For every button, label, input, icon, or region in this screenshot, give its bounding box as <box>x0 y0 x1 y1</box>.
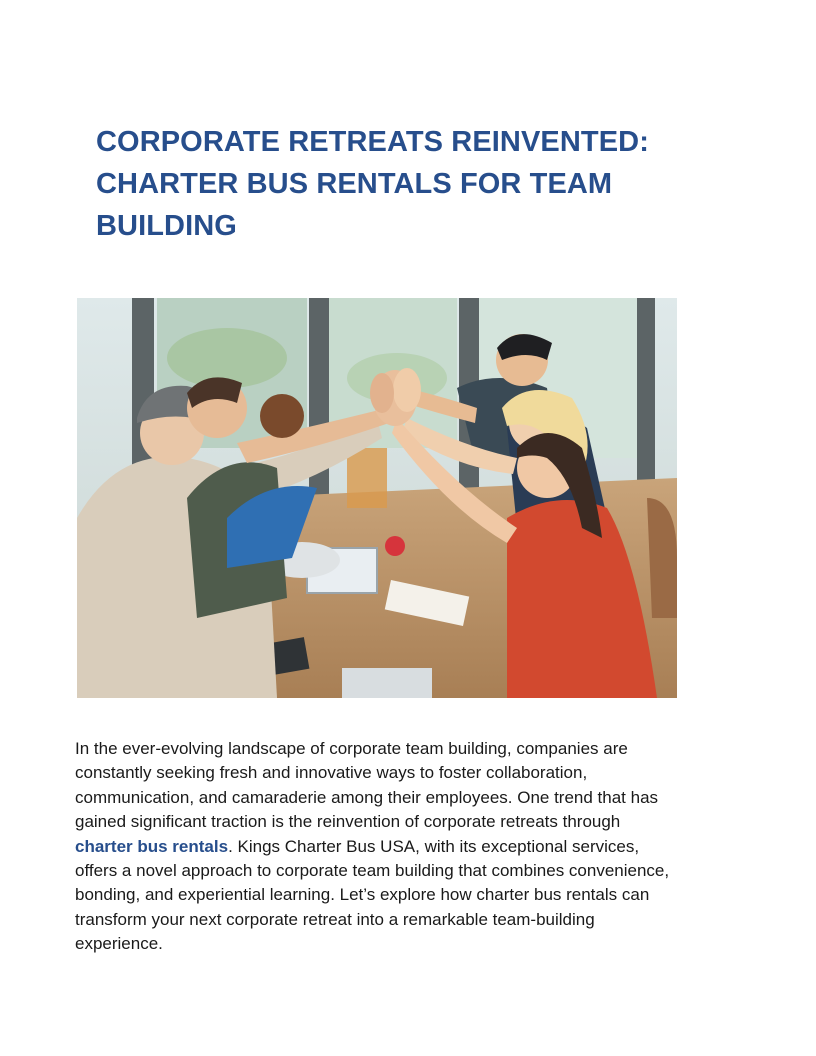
title-line-3: BUILDING <box>96 210 237 242</box>
paragraph-line-8: transform your next corporate retreat into a remarkable team-building <box>75 909 595 929</box>
page-title <box>96 121 756 247</box>
paragraph-line-1: In the ever-evolving landscape of corporate team building, companies are <box>75 739 628 758</box>
paragraph-line-5-rest: . Kings Charter Bus USA, with its exceptional services, <box>228 836 640 856</box>
paragraph-line-7: bonding, and experiential learning. Let’s explore how charter bus rentals can <box>75 885 650 905</box>
team-high-five-photo <box>77 298 677 698</box>
charter-bus-rentals-link[interactable]: charter bus rentals <box>75 836 229 856</box>
title-line-2: CHARTER BUS RENTALS FOR TEAM <box>96 168 613 200</box>
paragraph-line-2: constantly seeking fresh and innovative ways to foster collaboration, <box>75 763 588 783</box>
paragraph-line-4: gained significant traction is the reinvention of corporate retreats through <box>75 812 621 832</box>
paragraph-line-9: experience. <box>75 934 163 954</box>
paragraph-line-3: communication, and camaraderie among their employees. One trend that has <box>75 787 659 807</box>
paragraph-line-5 <box>75 835 755 859</box>
paragraph-line-6: offers a novel approach to corporate team building that combines convenience, <box>75 861 670 881</box>
title-line-1: CORPORATE RETREATS REINVENTED: <box>96 126 649 158</box>
intro-paragraph <box>75 737 755 957</box>
